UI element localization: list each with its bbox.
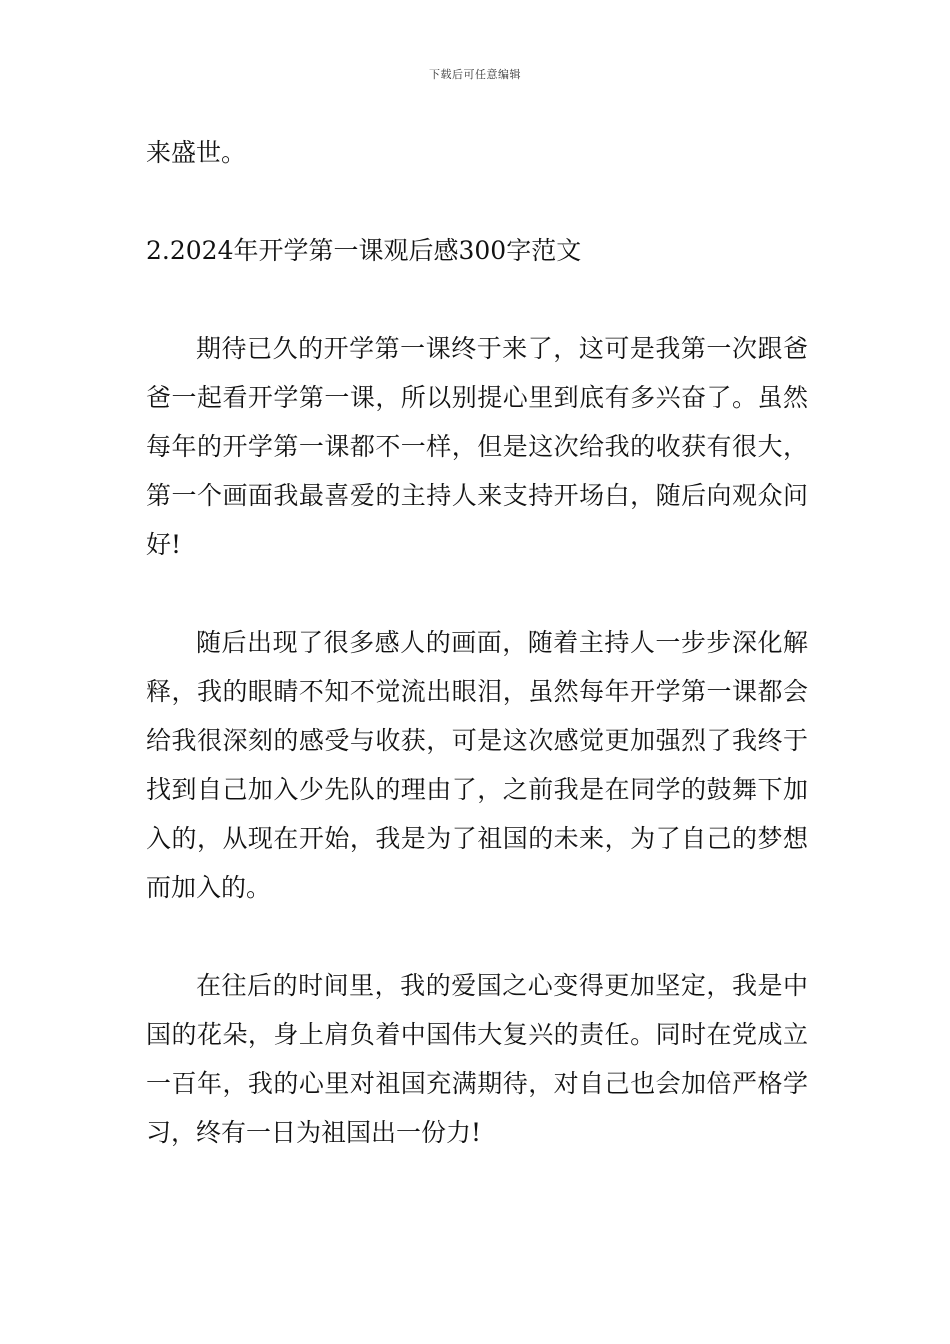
paragraph-gap (146, 912, 808, 961)
continuation-text: 来盛世。 (146, 138, 247, 167)
paragraph-gap (146, 275, 808, 324)
body-paragraph-3: 在往后的时间里，我的爱国之心变得更加坚定，我是中国的花朵，身上肩负着中国伟大复兴的责任。同时在党成立一百年，我的心里对祖国充满期待，对自己也会加倍严格学习，终有一日为祖国出一份力! (146, 971, 808, 1147)
paragraph-gap (146, 569, 808, 618)
body-paragraph-1: 期待已久的开学第一课终于来了，这可是我第一次跟爸爸一起看开学第一课，所以别提心里到底有多兴奋了。虽然每年的开学第一课都不一样，但是这次给我的收获有很大，第一个画面我最喜爱的主持人来支持开场白，随后向观众问好! (146, 334, 808, 559)
page-header-note: 下载后可任意编辑 (429, 68, 521, 81)
body-paragraph-2: 随后出现了很多感人的画面，随着主持人一步步深化解释，我的眼睛不知不觉流出眼泪，虽然每年开学第一课都会给我很深刻的感受与收获，可是这次感觉更加强烈了我终于找到自己加入少先队的理由了，之前我是在同学的鼓舞下加入的，从现在开始，我是为了祖国的未来，为了自己的梦想而加入的。 (146, 628, 808, 902)
section-heading: 2.2024年开学第一课观后感300字范文 (146, 236, 582, 265)
document-body (146, 128, 808, 1157)
paragraph-gap (146, 177, 808, 226)
